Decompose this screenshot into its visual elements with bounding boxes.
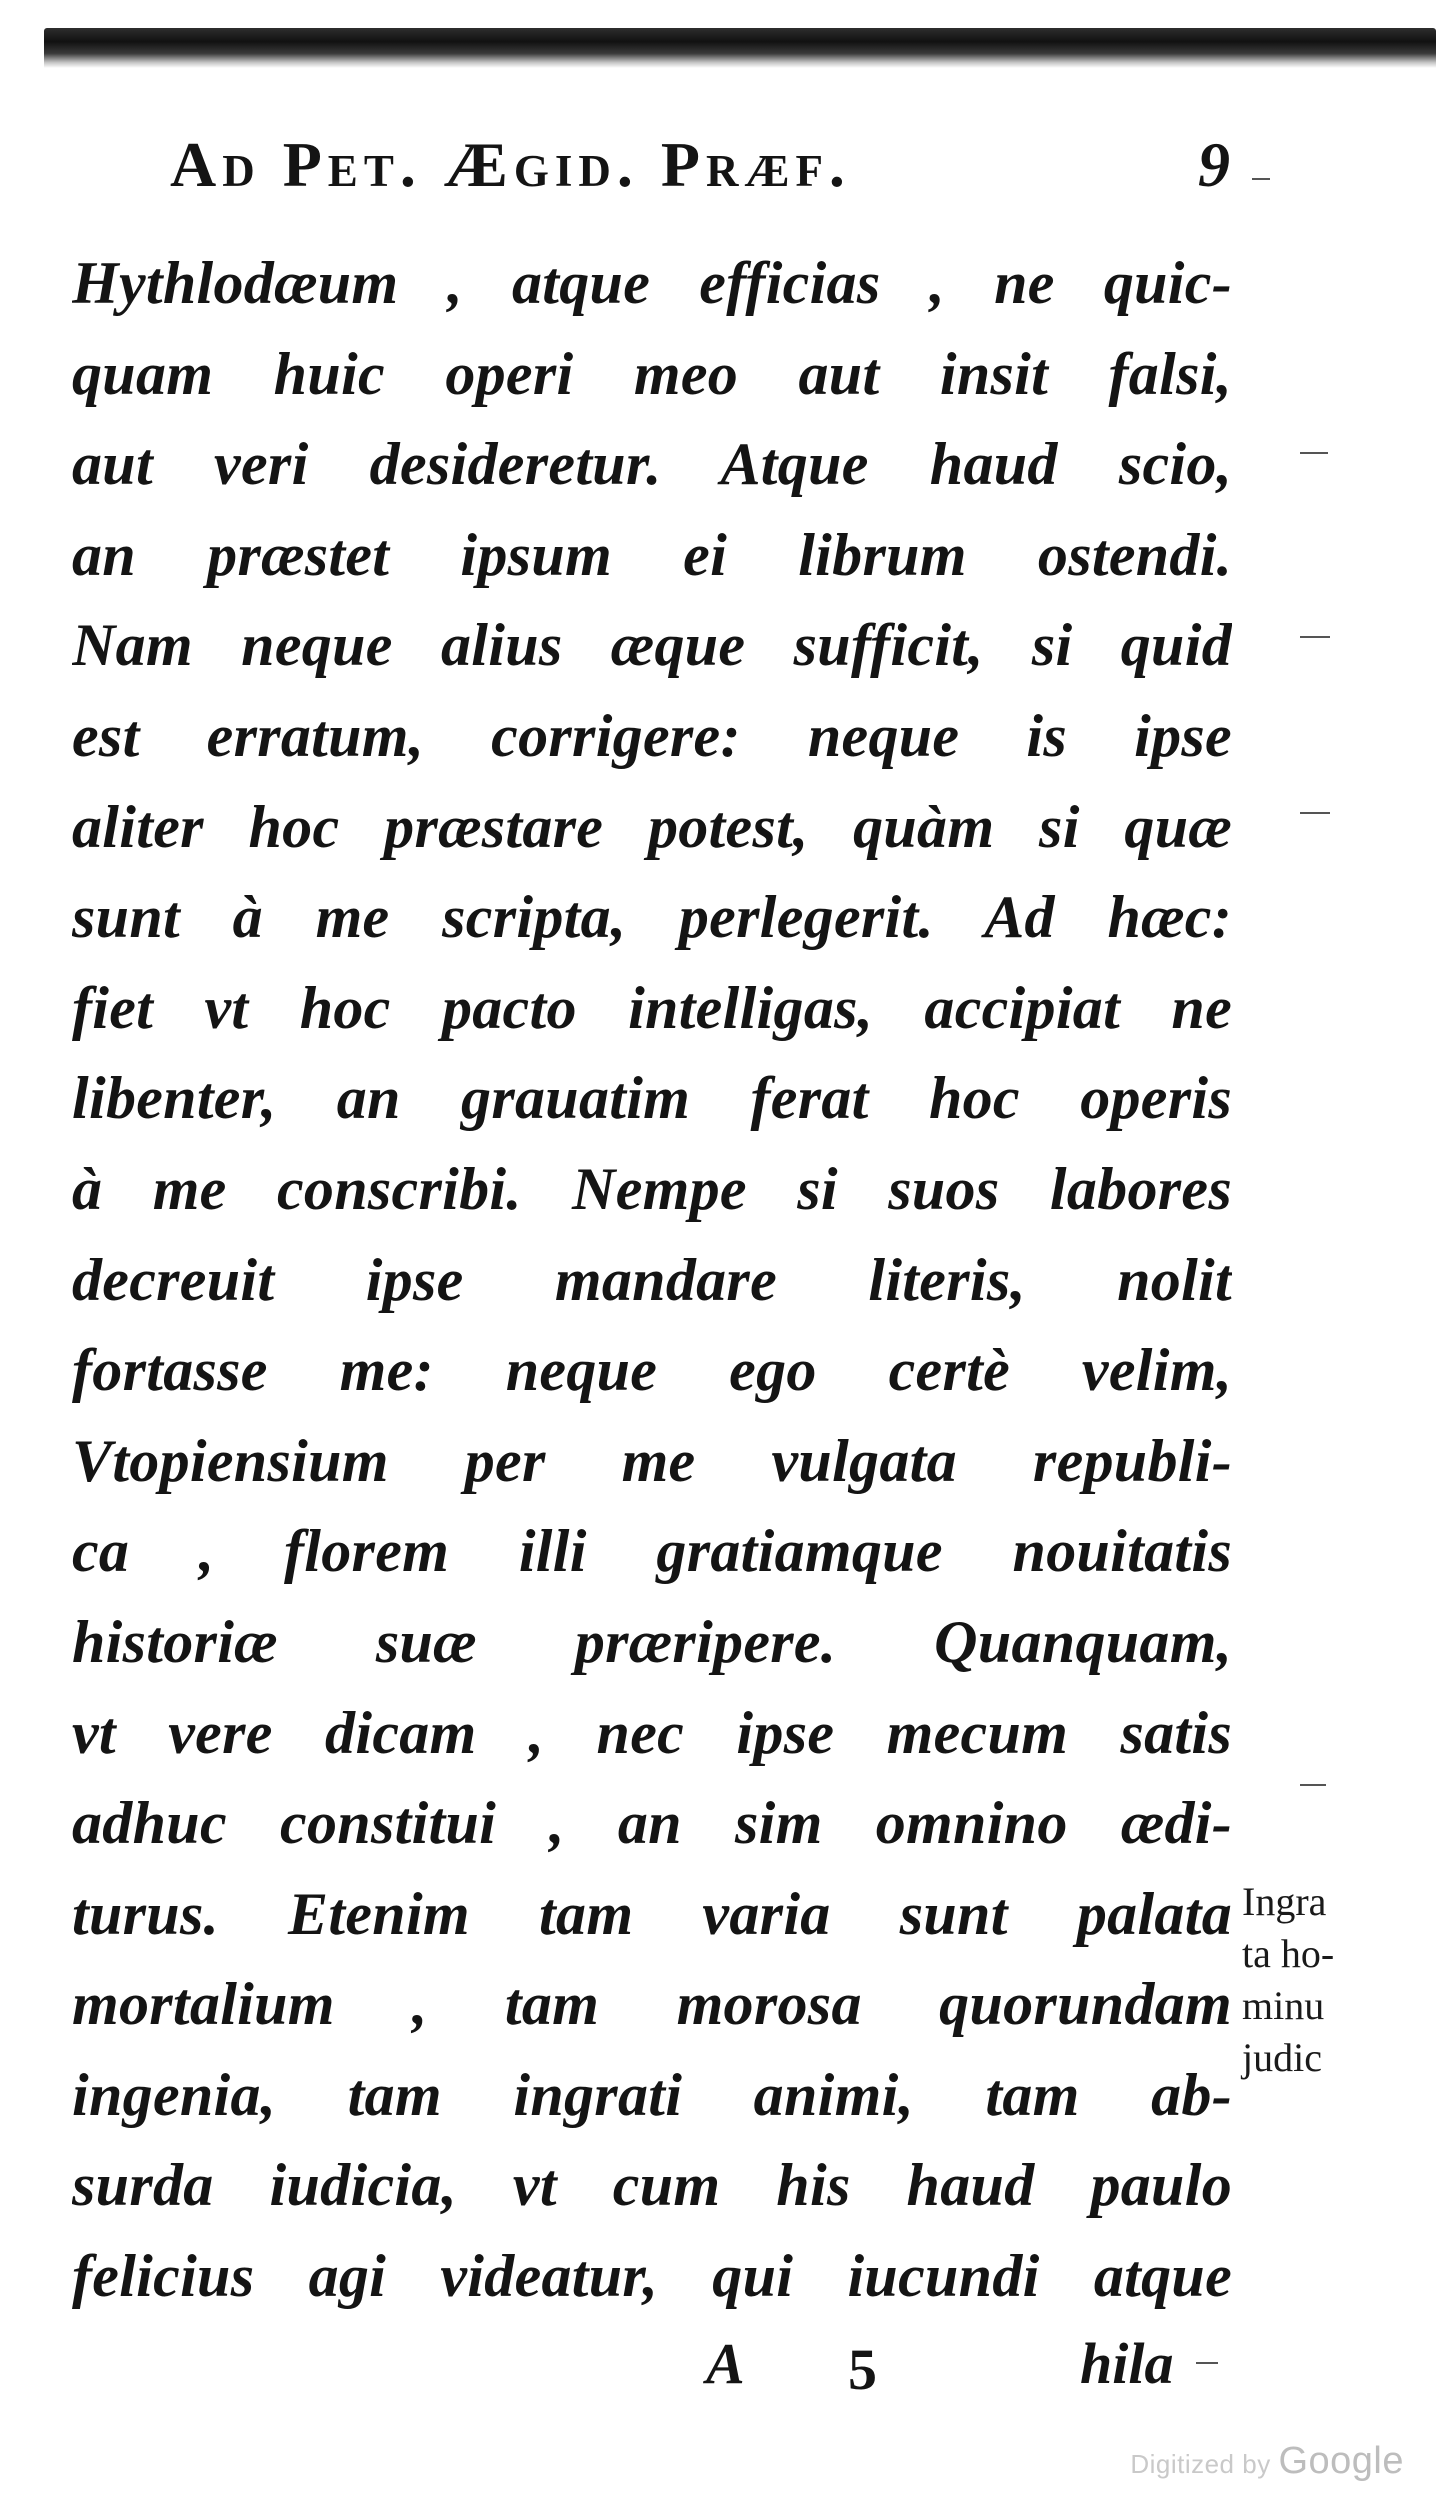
page-number: 9 (1198, 129, 1230, 200)
text-line: Hythlodæum , atque efficias , ne quic- (72, 250, 1232, 316)
text-line: libenter, an grauatim ferat hoc operis (72, 1065, 1232, 1132)
watermark-prefix: Digitized by (1130, 2449, 1271, 2479)
ink-speck (1300, 636, 1330, 638)
text-line: felicius agi videatur, qui iucundi atque (72, 2243, 1232, 2310)
ink-speck (1196, 2362, 1218, 2364)
digitization-watermark (1130, 2440, 1404, 2483)
signature-number: 5 (848, 2337, 877, 2402)
text-line: ingenia, tam ingrati animi, tam ab- (72, 2061, 1232, 2128)
text-line: Vtopiensium per me vulgata republi- (72, 1427, 1232, 1494)
ink-speck (1300, 812, 1330, 814)
page-footer (0, 2330, 1456, 2410)
signature-mark: A (706, 2331, 785, 2396)
text-line: quam huic operi meo aut insit falsi, (72, 340, 1232, 407)
text-line: surda iudicia, vt cum his haud paulo (72, 2152, 1232, 2219)
text-line: à me conscribi. Nempe si suos labores (72, 1155, 1232, 1222)
text-line: turus. Etenim tam varia sunt palata (72, 1880, 1232, 1947)
marginal-note-line: minu (1242, 1983, 1325, 2028)
marginal-note-line: Ingra (1242, 1879, 1327, 1924)
text-line: vt vere dicam , nec ipse mecum satis (72, 1699, 1232, 1766)
watermark-brand: Google (1278, 2440, 1404, 2482)
text-line: aut veri desideretur. Atque haud scio, (72, 431, 1232, 498)
text-line: historiæ suæ præripere. Quanquam, (72, 1608, 1232, 1675)
text-line: ca , florem illi gratiamque nouitatis (72, 1518, 1232, 1585)
text-line: mortalium , tam morosa quorundam (72, 1971, 1232, 2038)
text-line: sunt à me scripta, perlegerit. Ad hæc: (72, 884, 1232, 951)
text-line: adhuc constitui , an sim omnino ædi- (72, 1790, 1232, 1857)
marginal-note-line: ta ho- (1242, 1931, 1335, 1976)
ink-speck (1252, 178, 1270, 180)
marginal-note-line: judic (1242, 2035, 1322, 2080)
text-line: est erratum, corrigere: neque is ipse (72, 702, 1232, 769)
text-line: Nam neque alius æque sufficit, si quid (72, 612, 1232, 679)
text-line: fortasse me: neque ego certè velim, (72, 1337, 1232, 1404)
body-text (72, 238, 1232, 2322)
text-line: aliter hoc præstare potest, quàm si quæ (72, 793, 1232, 860)
running-head-title: Ad Pet. Ægid. Præf. (170, 129, 851, 200)
text-line: an præstet ipsum ei librum ostendi. (72, 521, 1232, 588)
text-line: fiet vt hoc pacto intelligas, accipiat ne (72, 974, 1232, 1041)
running-head (170, 128, 1230, 208)
ink-speck (1300, 1784, 1326, 1786)
text-line: decreuit ipse mandare literis, nolit (72, 1246, 1232, 1313)
ink-speck (1300, 452, 1328, 454)
marginal-note (1242, 1876, 1412, 2084)
catchword: hila (1080, 2331, 1174, 2396)
